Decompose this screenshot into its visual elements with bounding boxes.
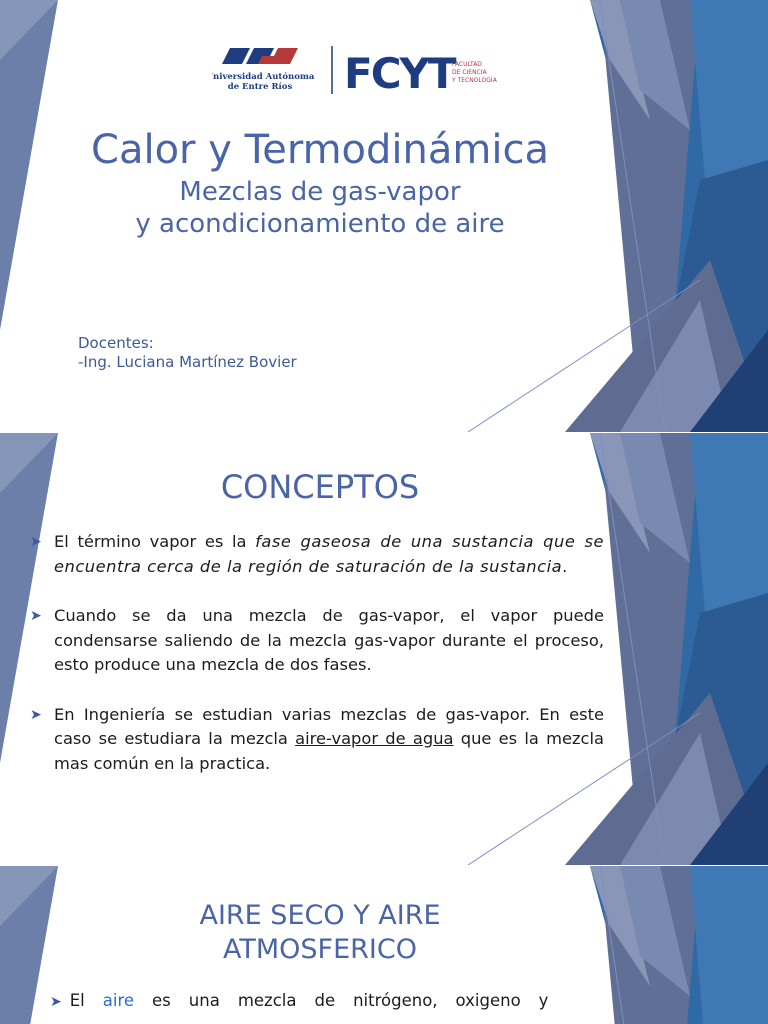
- highlighted-term: aire: [102, 991, 135, 1010]
- subtitle-line-1: Mezclas de gas-vapor: [179, 177, 461, 207]
- page-subtitle: [60, 176, 580, 240]
- arrow-bullet-icon: ➤: [30, 706, 42, 723]
- arrow-bullet-icon: ➤: [30, 534, 42, 550]
- title-line-2: ATMOSFERICO: [223, 934, 417, 965]
- emphasis-text: fase gaseosa de una sustancia que se encuentra cerca de la región de saturación de la sustancia: [54, 532, 604, 576]
- list-item: ➤ El aire es una mezcla de nitrógeno, oxigeno y: [50, 991, 549, 1010]
- concepts-list: [30, 530, 604, 801]
- logo-right-line2: DE CIENCIA: [452, 69, 487, 76]
- docente-name: -Ing. Luciana Martínez Bovier: [78, 353, 297, 371]
- list-item: ➤ Cuando se da una mezcla de gas-vapor, el vapor puede condensarse saliendo de la mezcla gas-vapor durante el proceso, esto produce una mezcla de dos fases.: [30, 606, 604, 674]
- logos: [212, 44, 512, 96]
- logo-right-line3: Y TECNOLOGÍA: [452, 77, 497, 84]
- arrow-bullet-icon: ➤: [30, 608, 42, 624]
- subtitle-line-2: y acondicionamiento de aire: [135, 209, 505, 239]
- docentes-label: Docentes:: [78, 334, 154, 352]
- page-title: Calor y Termodinámica: [91, 127, 549, 173]
- title-line-1: AIRE SECO Y AIRE: [199, 900, 441, 931]
- university-logos: [212, 44, 512, 96]
- list-item: ➤ El término vapor es la fase gaseosa de una sustancia que se encuentra cerca de la región de saturación de la sustancia.: [30, 532, 604, 576]
- section-title: [120, 899, 520, 967]
- slide-conceptos: [0, 433, 768, 865]
- logo-left-line1: Universidad Autónoma: [212, 72, 315, 82]
- section-title: CONCEPTOS: [220, 468, 420, 506]
- docentes-block: [78, 334, 297, 372]
- slide-title: [0, 0, 768, 432]
- logo-right-line1: FACULTAD: [452, 61, 482, 68]
- arrow-bullet-icon: ➤: [50, 994, 62, 1010]
- logo-left-line2: de Entre Ríos: [227, 82, 293, 92]
- fcyt-mark: FCYT: [344, 49, 455, 96]
- list-item: ➤ En Ingeniería se estudian varias mezclas de gas-vapor. En este caso se estudiara la mezcla aire-vapor de agua que es la mezcla mas común en la practica.: [30, 704, 605, 773]
- underlined-term: aire-vapor de agua: [295, 729, 454, 748]
- slide-aire: [0, 866, 768, 1024]
